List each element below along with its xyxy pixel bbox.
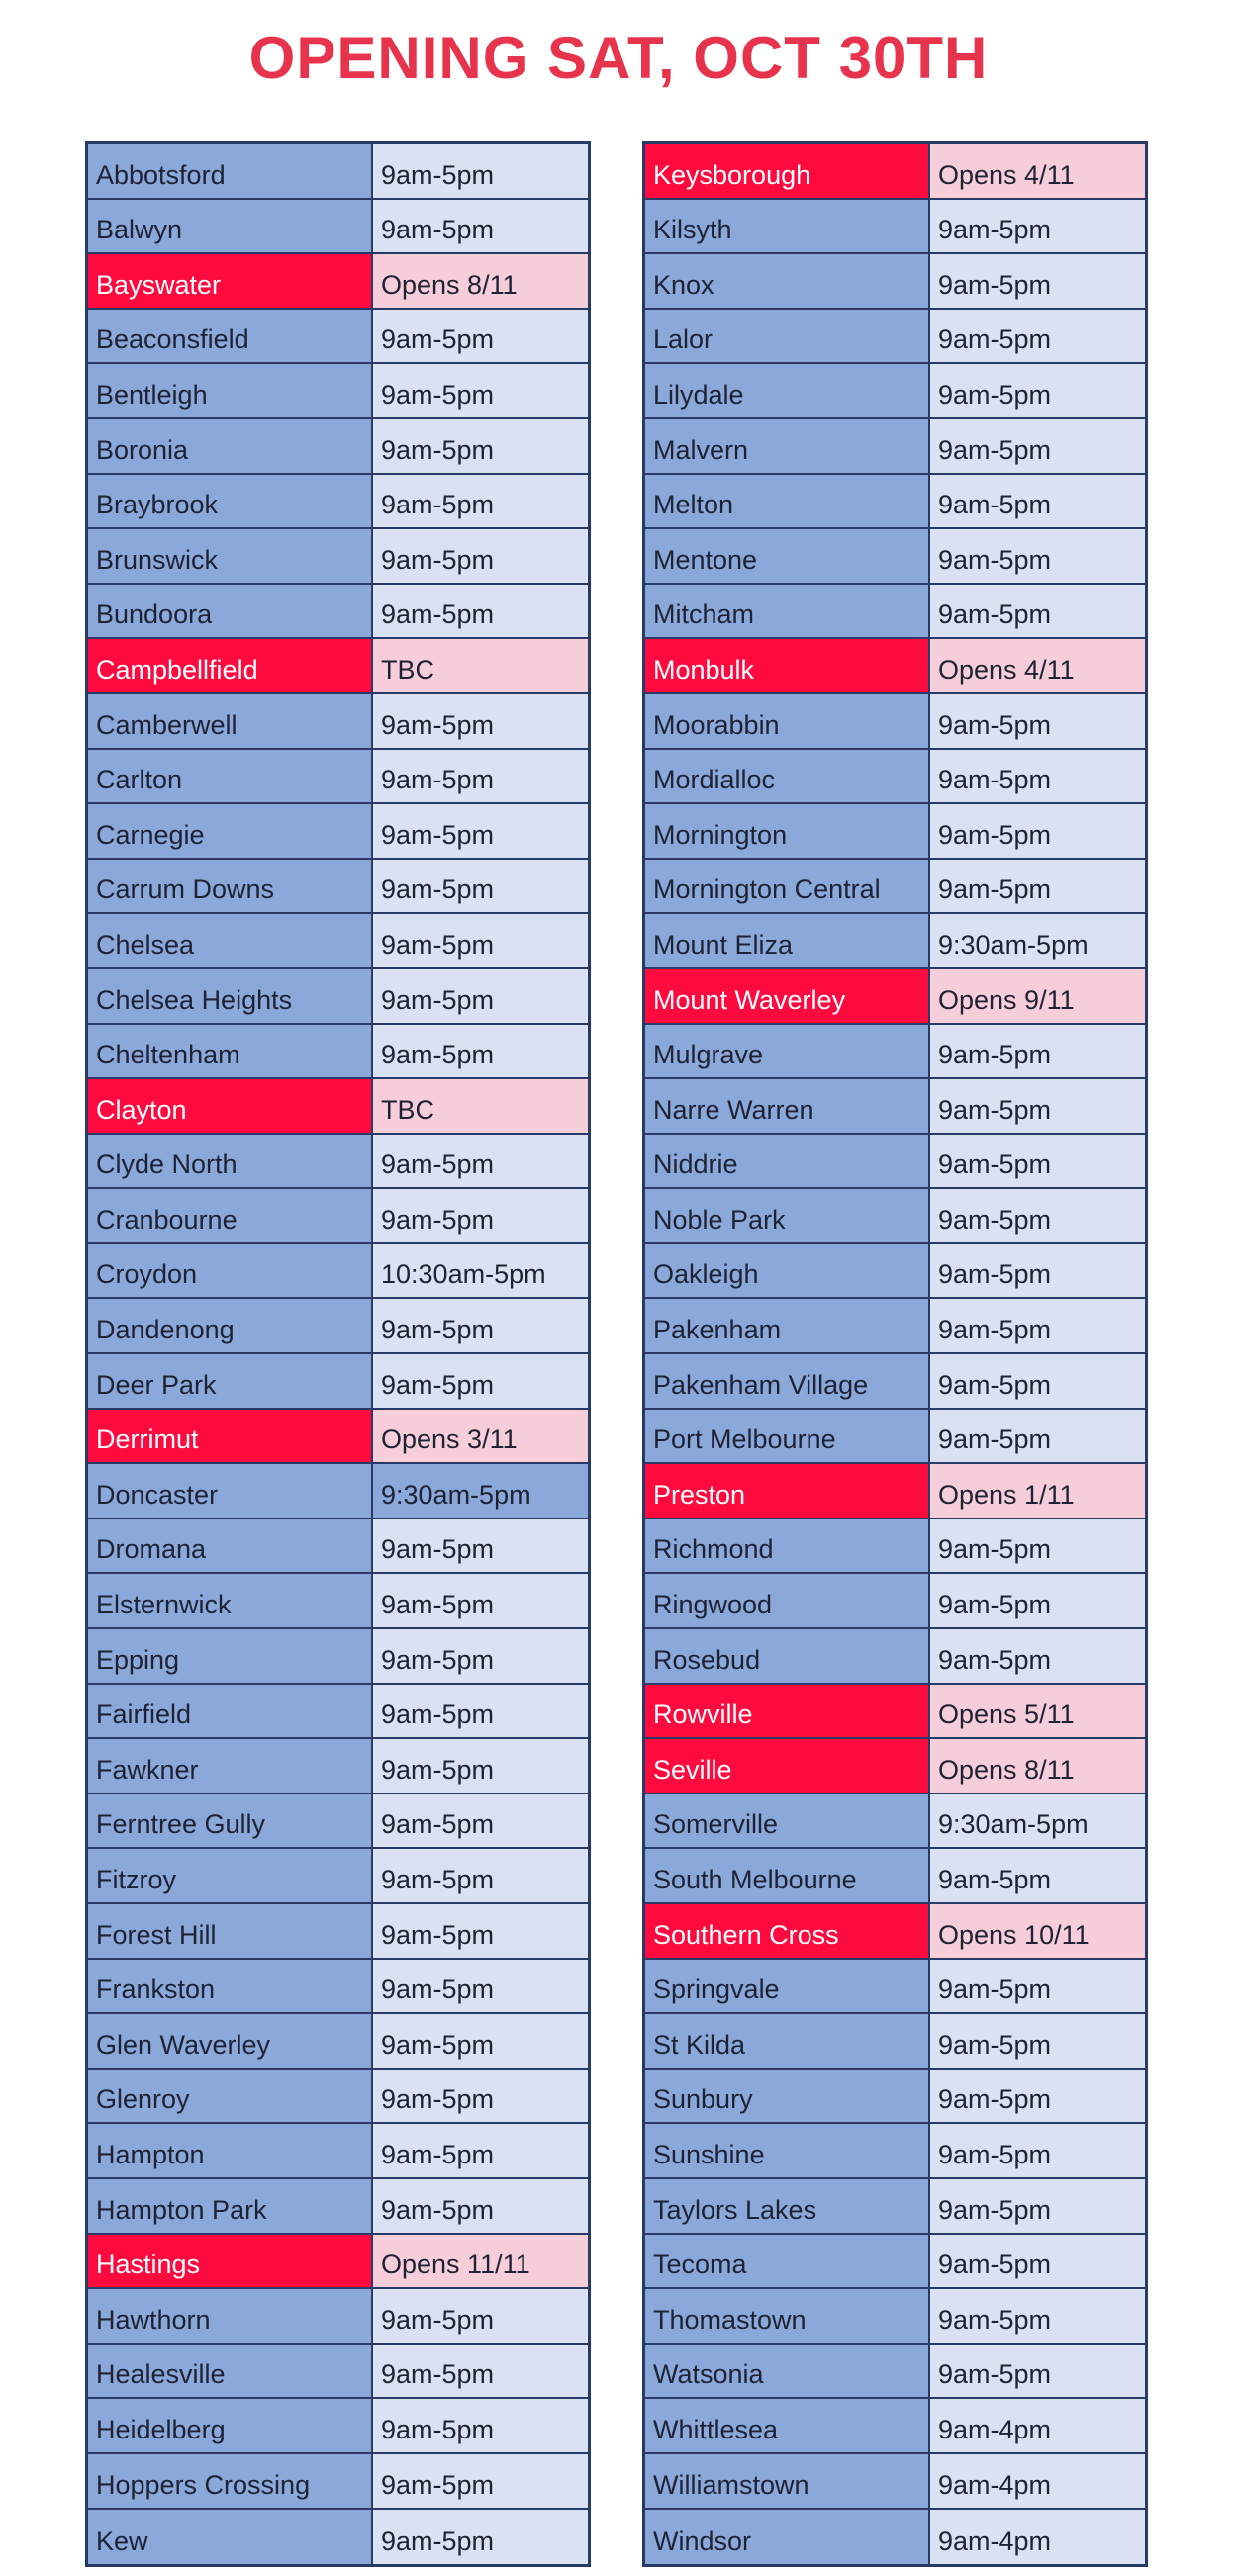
store-hours: 9am-5pm <box>373 2510 588 2565</box>
store-hours: 9am-5pm <box>930 1079 1145 1133</box>
table-row <box>645 2124 1145 2179</box>
store-name: Mulgrave <box>645 1025 930 1078</box>
store-name: Camberwell <box>88 694 373 748</box>
store-hours: Opens 5/11 <box>930 1685 1145 1738</box>
store-hours: 9am-5pm <box>930 750 1145 803</box>
table-row <box>645 1410 1145 1465</box>
table-row <box>88 1519 588 1575</box>
table-row <box>645 585 1145 640</box>
table-row <box>88 2179 588 2235</box>
store-hours: 9am-5pm <box>930 1244 1145 1298</box>
store-name: Mornington Central <box>645 860 930 913</box>
table-row <box>645 969 1145 1025</box>
store-name: Fawkner <box>88 1739 373 1793</box>
table-row <box>645 2454 1145 2510</box>
store-hours: 9am-5pm <box>373 2070 588 2123</box>
store-name: Mentone <box>645 529 930 583</box>
store-name: Pakenham Village <box>645 1354 930 1408</box>
table-row <box>88 860 588 915</box>
table-row <box>645 1299 1145 1354</box>
store-hours: 9am-5pm <box>373 1574 588 1627</box>
store-name: Kilsyth <box>645 200 930 253</box>
table-row <box>645 1244 1145 1300</box>
store-name: Tecoma <box>645 2235 930 2288</box>
store-hours: 9am-5pm <box>930 2124 1145 2177</box>
store-name: Dromana <box>88 1519 373 1573</box>
store-hours: Opens 1/11 <box>930 1464 1145 1518</box>
table-row <box>88 1464 588 1519</box>
store-name: Abbotsford <box>88 144 373 198</box>
table-row <box>645 1519 1145 1575</box>
store-hours: 9am-5pm <box>373 2014 588 2068</box>
store-name: Boronia <box>88 419 373 473</box>
store-hours: 9am-5pm <box>930 200 1145 253</box>
store-hours: 9am-5pm <box>373 914 588 967</box>
store-name: Lilydale <box>645 364 930 417</box>
table-row <box>88 254 588 310</box>
store-name: Pakenham <box>645 1299 930 1352</box>
store-name: Hastings <box>88 2235 373 2288</box>
table-row <box>645 1574 1145 1629</box>
store-hours: 9am-5pm <box>930 804 1145 858</box>
store-name: Ferntree Gully <box>88 1794 373 1848</box>
store-name: Mornington <box>645 804 930 858</box>
store-name: Glenroy <box>88 2070 373 2123</box>
store-hours: 9am-5pm <box>373 969 588 1023</box>
store-hours: Opens 4/11 <box>930 144 1145 198</box>
table-row <box>88 914 588 969</box>
store-table-right <box>642 141 1148 2567</box>
store-name: Bentleigh <box>88 364 373 417</box>
store-hours: 9am-5pm <box>373 2124 588 2177</box>
store-name: Keysborough <box>645 144 930 198</box>
store-hours: 9am-5pm <box>373 364 588 417</box>
store-name: Healesville <box>88 2345 373 2398</box>
store-hours: 9am-5pm <box>930 1849 1145 1902</box>
store-name: Chelsea <box>88 914 373 967</box>
store-hours: 9am-5pm <box>373 1685 588 1738</box>
store-hours: 9am-5pm <box>373 2399 588 2452</box>
table-row <box>88 639 588 694</box>
store-hours: 9am-5pm <box>930 2014 1145 2068</box>
store-hours: TBC <box>373 1079 588 1133</box>
store-hours: 9am-5pm <box>930 2070 1145 2123</box>
store-name: St Kilda <box>645 2014 930 2068</box>
store-hours: Opens 4/11 <box>930 639 1145 692</box>
store-name: Ringwood <box>645 1574 930 1627</box>
store-hours: 9am-5pm <box>930 529 1145 583</box>
store-hours: Opens 10/11 <box>930 1904 1145 1958</box>
table-row <box>88 1739 588 1794</box>
store-hours: TBC <box>373 639 588 692</box>
store-name: Richmond <box>645 1519 930 1573</box>
store-name: Taylors Lakes <box>645 2179 930 2233</box>
store-hours: 9am-5pm <box>373 529 588 583</box>
table-row <box>88 310 588 365</box>
store-hours: 9am-5pm <box>373 1354 588 1408</box>
store-hours: 9am-5pm <box>373 1025 588 1078</box>
store-name: Lalor <box>645 310 930 363</box>
table-row <box>645 1629 1145 1685</box>
store-hours: 9am-5pm <box>373 2179 588 2233</box>
table-row <box>88 2510 588 2565</box>
store-name: Mount Waverley <box>645 969 930 1023</box>
table-row <box>645 419 1145 475</box>
table-row <box>645 200 1145 255</box>
table-row <box>88 1079 588 1135</box>
table-row <box>645 310 1145 365</box>
store-hours: 9am-4pm <box>930 2510 1145 2565</box>
store-hours: 9am-5pm <box>930 1574 1145 1627</box>
table-row <box>88 694 588 750</box>
store-hours: 9am-4pm <box>930 2399 1145 2452</box>
store-name: Cheltenham <box>88 1025 373 1078</box>
store-hours: 9am-5pm <box>373 144 588 198</box>
store-name: Hampton <box>88 2124 373 2177</box>
table-row <box>88 2345 588 2400</box>
store-hours: 9am-5pm <box>930 1354 1145 1408</box>
store-name: Bundoora <box>88 585 373 638</box>
store-name: Whittlesea <box>645 2399 930 2452</box>
store-hours: 9am-5pm <box>930 1960 1145 2013</box>
store-name: Carlton <box>88 750 373 803</box>
table-row <box>645 1464 1145 1519</box>
store-name: Mitcham <box>645 585 930 638</box>
store-name: South Melbourne <box>645 1849 930 1902</box>
store-name: Doncaster <box>88 1464 373 1518</box>
table-row <box>88 1189 588 1244</box>
table-row <box>88 200 588 255</box>
store-hours: 9am-5pm <box>373 1519 588 1573</box>
table-row <box>645 1685 1145 1740</box>
store-hours: 9am-5pm <box>373 1299 588 1352</box>
store-name: Port Melbourne <box>645 1410 930 1463</box>
store-name: Knox <box>645 254 930 308</box>
store-hours: 9am-5pm <box>930 860 1145 913</box>
store-hours: 9am-5pm <box>930 694 1145 748</box>
table-row <box>88 1135 588 1190</box>
store-name: Preston <box>645 1464 930 1518</box>
store-hours: Opens 8/11 <box>930 1739 1145 1793</box>
store-name: Chelsea Heights <box>88 969 373 1023</box>
store-name: Croydon <box>88 1244 373 1298</box>
store-hours: 9am-5pm <box>373 750 588 803</box>
table-row <box>88 1574 588 1629</box>
store-name: Epping <box>88 1629 373 1683</box>
store-name: Dandenong <box>88 1299 373 1352</box>
table-row <box>645 1794 1145 1850</box>
store-name: Heidelberg <box>88 2399 373 2452</box>
store-hours: 10:30am-5pm <box>373 1244 588 1298</box>
table-row <box>88 585 588 640</box>
store-name: Forest Hill <box>88 1904 373 1958</box>
store-name: Hampton Park <box>88 2179 373 2233</box>
store-name: Bayswater <box>88 254 373 308</box>
table-row <box>88 1629 588 1685</box>
store-hours: Opens 9/11 <box>930 969 1145 1023</box>
store-name: Cranbourne <box>88 1189 373 1242</box>
table-row <box>645 1354 1145 1410</box>
table-row <box>645 1904 1145 1960</box>
store-hours: 9am-5pm <box>930 364 1145 417</box>
table-row <box>88 1025 588 1080</box>
store-hours: 9am-5pm <box>930 1629 1145 1683</box>
table-row <box>645 364 1145 419</box>
store-hours: 9am-5pm <box>930 1025 1145 1078</box>
store-name: Derrimut <box>88 1410 373 1463</box>
table-row <box>88 750 588 805</box>
store-hours: 9am-5pm <box>373 860 588 913</box>
store-hours: 9am-5pm <box>930 1299 1145 1352</box>
table-row <box>88 1685 588 1740</box>
store-hours: 9am-5pm <box>373 2289 588 2343</box>
store-hours: 9am-4pm <box>930 2454 1145 2508</box>
store-hours: 9am-5pm <box>373 1904 588 1958</box>
store-hours: 9am-5pm <box>930 310 1145 363</box>
table-row <box>645 2014 1145 2070</box>
table-row <box>645 2345 1145 2400</box>
table-row <box>645 144 1145 200</box>
page-title: OPENING SAT, OCT 30TH <box>248 25 989 91</box>
store-hours: 9am-5pm <box>373 1739 588 1793</box>
table-row <box>645 860 1145 915</box>
table-row <box>645 750 1145 805</box>
store-hours: 9am-5pm <box>930 419 1145 473</box>
table-row <box>645 1025 1145 1080</box>
table-row <box>645 1079 1145 1135</box>
store-hours: 9am-5pm <box>930 1410 1145 1463</box>
store-name: Thomastown <box>645 2289 930 2343</box>
store-name: Braybrook <box>88 475 373 528</box>
store-hours: 9am-5pm <box>373 804 588 858</box>
store-name: Moorabbin <box>645 694 930 748</box>
store-hours: 9am-5pm <box>930 2345 1145 2398</box>
table-row <box>645 804 1145 860</box>
store-name: Sunshine <box>645 2124 930 2177</box>
store-name: Narre Warren <box>645 1079 930 1133</box>
table-row <box>88 1354 588 1410</box>
table-row <box>88 1299 588 1354</box>
table-row <box>88 529 588 585</box>
store-name: Deer Park <box>88 1354 373 1408</box>
store-hours: 9am-5pm <box>373 2454 588 2508</box>
store-hours: 9am-5pm <box>373 1794 588 1848</box>
table-row <box>88 2014 588 2070</box>
store-name: Fitzroy <box>88 1849 373 1902</box>
store-hours: 9am-5pm <box>930 2179 1145 2233</box>
table-row <box>645 2235 1145 2290</box>
table-row <box>645 1135 1145 1190</box>
store-name: Frankston <box>88 1960 373 2013</box>
store-name: Sunbury <box>645 2070 930 2123</box>
store-name: Monbulk <box>645 639 930 692</box>
store-name: Clyde North <box>88 1135 373 1188</box>
store-name: Rowville <box>645 1685 930 1738</box>
table-row <box>645 694 1145 750</box>
table-row <box>645 1960 1145 2015</box>
store-name: Windsor <box>645 2510 930 2565</box>
store-name: Seville <box>645 1739 930 1793</box>
table-row <box>645 2070 1145 2125</box>
store-hours: 9am-5pm <box>930 475 1145 528</box>
store-name: Clayton <box>88 1079 373 1133</box>
table-row <box>88 1960 588 2015</box>
table-row <box>645 254 1145 310</box>
table-row <box>88 1794 588 1850</box>
store-name: Carnegie <box>88 804 373 858</box>
store-hours: 9am-5pm <box>373 475 588 528</box>
store-name: Melton <box>645 475 930 528</box>
table-row <box>88 804 588 860</box>
table-row <box>88 2454 588 2510</box>
store-name: Somerville <box>645 1794 930 1848</box>
store-hours: 9am-5pm <box>930 2289 1145 2343</box>
store-hours: 9am-5pm <box>373 1135 588 1188</box>
store-name: Mount Eliza <box>645 914 930 967</box>
store-hours: 9:30am-5pm <box>930 914 1145 967</box>
store-name: Brunswick <box>88 529 373 583</box>
store-table-left <box>85 141 591 2567</box>
store-name: Kew <box>88 2510 373 2565</box>
table-row <box>645 914 1145 969</box>
table-row <box>645 475 1145 530</box>
store-name: Southern Cross <box>645 1904 930 1958</box>
table-row <box>645 2179 1145 2235</box>
store-name: Balwyn <box>88 200 373 253</box>
table-row <box>88 2399 588 2454</box>
store-name: Malvern <box>645 419 930 473</box>
store-name: Glen Waverley <box>88 2014 373 2068</box>
table-row <box>88 1849 588 1904</box>
store-hours: 9am-5pm <box>373 1960 588 2013</box>
table-row <box>645 1849 1145 1904</box>
store-hours: 9:30am-5pm <box>930 1794 1145 1848</box>
store-name: Williamstown <box>645 2454 930 2508</box>
table-row <box>645 1739 1145 1794</box>
table-row <box>645 1189 1145 1244</box>
store-name: Rosebud <box>645 1629 930 1683</box>
table-row <box>88 364 588 419</box>
store-hours: 9am-5pm <box>930 254 1145 308</box>
store-name: Beaconsfield <box>88 310 373 363</box>
store-hours: 9am-5pm <box>930 1519 1145 1573</box>
store-name: Watsonia <box>645 2345 930 2398</box>
store-hours: 9:30am-5pm <box>373 1464 588 1518</box>
store-hours: 9am-5pm <box>930 585 1145 638</box>
table-row <box>88 969 588 1025</box>
table-row <box>88 475 588 530</box>
store-hours: 9am-5pm <box>373 1849 588 1902</box>
store-name: Fairfield <box>88 1685 373 1738</box>
store-hours: 9am-5pm <box>373 2345 588 2398</box>
store-hours: Opens 8/11 <box>373 254 588 308</box>
store-name: Noble Park <box>645 1189 930 1242</box>
store-hours: 9am-5pm <box>930 2235 1145 2288</box>
store-hours: 9am-5pm <box>373 585 588 638</box>
table-row <box>88 2124 588 2179</box>
table-row <box>88 2235 588 2290</box>
store-name: Carrum Downs <box>88 860 373 913</box>
store-hours: Opens 3/11 <box>373 1410 588 1463</box>
store-hours: 9am-5pm <box>373 200 588 253</box>
store-name: Hoppers Crossing <box>88 2454 373 2508</box>
store-hours: 9am-5pm <box>373 419 588 473</box>
store-name: Oakleigh <box>645 1244 930 1298</box>
store-name: Elsternwick <box>88 1574 373 1627</box>
table-row <box>88 1904 588 1960</box>
table-row <box>88 2289 588 2345</box>
table-row <box>645 2399 1145 2454</box>
table-row <box>88 1244 588 1300</box>
store-hours: 9am-5pm <box>373 310 588 363</box>
table-row <box>645 2289 1145 2345</box>
table-row <box>88 2070 588 2125</box>
store-hours: 9am-5pm <box>373 1189 588 1242</box>
store-hours: 9am-5pm <box>930 1189 1145 1242</box>
table-row <box>88 1410 588 1465</box>
store-hours: Opens 11/11 <box>373 2235 588 2288</box>
table-row <box>645 639 1145 694</box>
store-hours: 9am-5pm <box>373 694 588 748</box>
store-name: Campbellfield <box>88 639 373 692</box>
table-row <box>645 2510 1145 2565</box>
store-name: Hawthorn <box>88 2289 373 2343</box>
table-row <box>88 419 588 475</box>
store-hours: 9am-5pm <box>930 1135 1145 1188</box>
store-hours: 9am-5pm <box>373 1629 588 1683</box>
table-row <box>645 529 1145 585</box>
store-name: Mordialloc <box>645 750 930 803</box>
store-name: Niddrie <box>645 1135 930 1188</box>
store-name: Springvale <box>645 1960 930 2013</box>
table-row <box>88 144 588 200</box>
